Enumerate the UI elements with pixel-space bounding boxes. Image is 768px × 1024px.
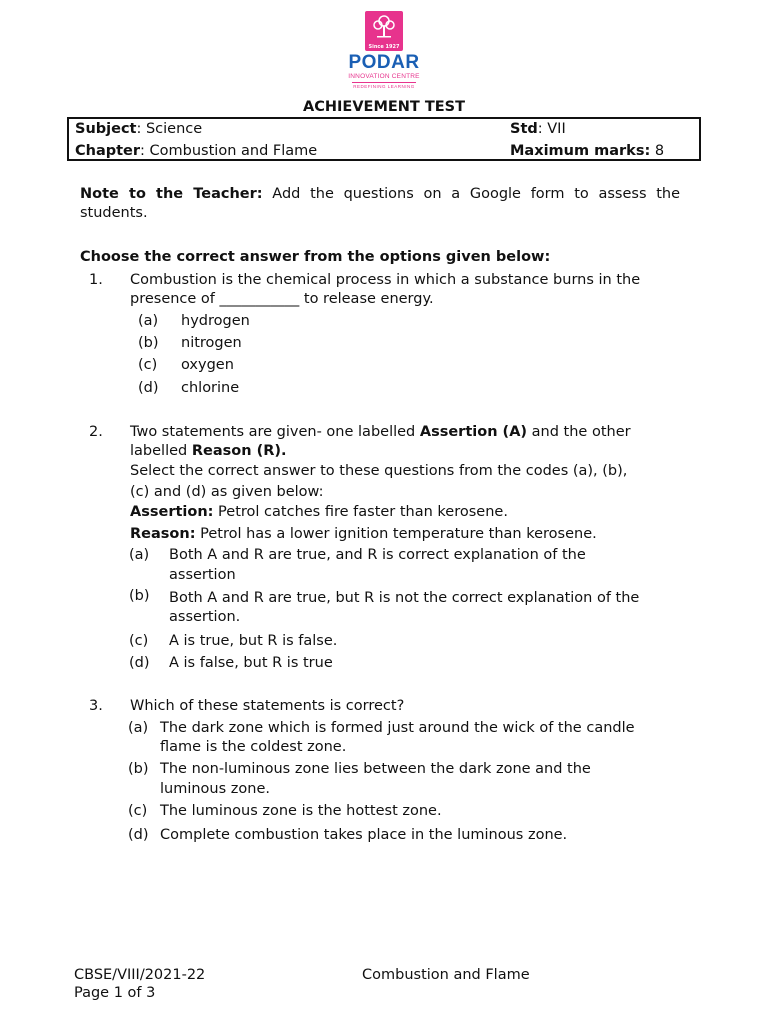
max-marks-label: Maximum marks: — [510, 143, 651, 159]
chapter-label: Chapter — [75, 143, 141, 159]
option-text: hydrogen — [181, 313, 250, 329]
teacher-note-text: Add the questions on a Google form to assess the — [272, 186, 680, 202]
option-letter: (d) — [129, 655, 150, 671]
question-text — [130, 424, 631, 440]
option-text: Both A and R are true, and R is correct explanation of the — [169, 547, 586, 563]
max-marks-value: 8 — [650, 143, 665, 159]
footer-code: CBSE/VIII/2021-22 — [74, 967, 206, 983]
question-text: Combustion is the chemical process in which a substance burns in the — [130, 272, 641, 288]
option-text: A is false, but R is true — [169, 655, 333, 671]
option-letter: (c) — [138, 357, 158, 373]
question-text: (c) and (d) as given below: — [130, 484, 324, 500]
question-text-segment: Two statements are given- one labelled — [130, 424, 420, 440]
logo-tagline: REDEFINING LEARNING — [353, 84, 415, 89]
option-letter: (d) — [128, 827, 149, 843]
option-letter: (a) — [138, 313, 159, 329]
option-text: luminous zone. — [160, 781, 270, 797]
question-text-segment: and the other — [527, 424, 631, 440]
option-text: flame is the coldest zone. — [160, 739, 347, 755]
question-text — [130, 443, 287, 459]
assertion-text: Petrol catches fire faster than kerosene. — [213, 504, 508, 520]
option-text: The dark zone which is formed just around the wick of the candle — [160, 720, 635, 736]
assertion-term: Assertion (A) — [419, 424, 528, 440]
option-text: Complete combustion takes place in the luminous zone. — [160, 827, 568, 843]
reason-term: Reason (R). — [191, 443, 287, 459]
option-text: oxygen — [181, 357, 234, 373]
std-field — [510, 121, 566, 137]
test-info-box — [67, 117, 701, 161]
option-letter: (d) — [138, 380, 159, 396]
option-text: The non-luminous zone lies between the dark zone and the — [160, 761, 591, 777]
option-letter: (b) — [128, 761, 149, 777]
podar-logo — [336, 5, 432, 95]
chapter-field — [75, 143, 317, 159]
question-text-segment: labelled — [130, 443, 192, 459]
std-label: Std — [510, 121, 538, 137]
logo-subtitle: INNOVATION CENTRE — [348, 73, 420, 80]
option-letter: (c) — [129, 633, 149, 649]
std-value: : VII — [537, 121, 566, 137]
option-letter: (a) — [128, 720, 149, 736]
logo-wordmark: PODAR — [348, 52, 420, 73]
assertion-label: Assertion: — [130, 504, 214, 520]
footer-chapter: Combustion and Flame — [362, 967, 530, 983]
option-letter: (b) — [129, 588, 150, 604]
option-text: chlorine — [181, 380, 240, 396]
subject-label: Subject — [75, 121, 137, 137]
since-year-text: Since 1927 — [368, 44, 400, 50]
option-text: Both A and R are true, but R is not the correct explanation of the — [169, 590, 640, 606]
instruction-heading: Choose the correct answer from the options given below: — [80, 249, 551, 265]
option-letter: (b) — [138, 335, 159, 351]
option-text: nitrogen — [181, 335, 242, 351]
question-text: Which of these statements is correct? — [130, 698, 405, 714]
question-number: 3. — [89, 698, 103, 714]
question-text: Select the correct answer to these questions from the codes (a), (b), — [130, 463, 628, 479]
page-title: ACHIEVEMENT TEST — [303, 99, 465, 115]
teacher-note-line-1 — [80, 186, 680, 202]
reason-text: Petrol has a lower ignition temperature than kerosene. — [195, 526, 597, 542]
teacher-note-line-2: students. — [80, 205, 148, 221]
question-number: 2. — [89, 424, 103, 440]
question-text: presence of ___________ to release energy. — [130, 291, 434, 307]
footer-page-number: Page 1 of 3 — [74, 985, 156, 1001]
max-marks-field — [510, 143, 664, 159]
subject-field — [75, 121, 202, 137]
logo-divider — [352, 82, 416, 83]
tree-emblem-icon — [365, 11, 403, 51]
option-text: A is true, but R is false. — [169, 633, 338, 649]
subject-value: : Science — [136, 121, 203, 137]
tree-icon — [372, 14, 396, 40]
option-letter: (c) — [128, 803, 148, 819]
option-text: The luminous zone is the hottest zone. — [160, 803, 442, 819]
question-number: 1. — [89, 272, 103, 288]
chapter-value: : Combustion and Flame — [140, 143, 318, 159]
option-text: assertion. — [169, 609, 241, 625]
reason-statement — [130, 526, 597, 542]
option-text: assertion — [169, 567, 236, 583]
assertion-statement — [130, 504, 508, 520]
option-letter: (a) — [129, 547, 150, 563]
teacher-note-label: Note to the Teacher: — [80, 186, 263, 202]
reason-label: Reason: — [130, 526, 196, 542]
